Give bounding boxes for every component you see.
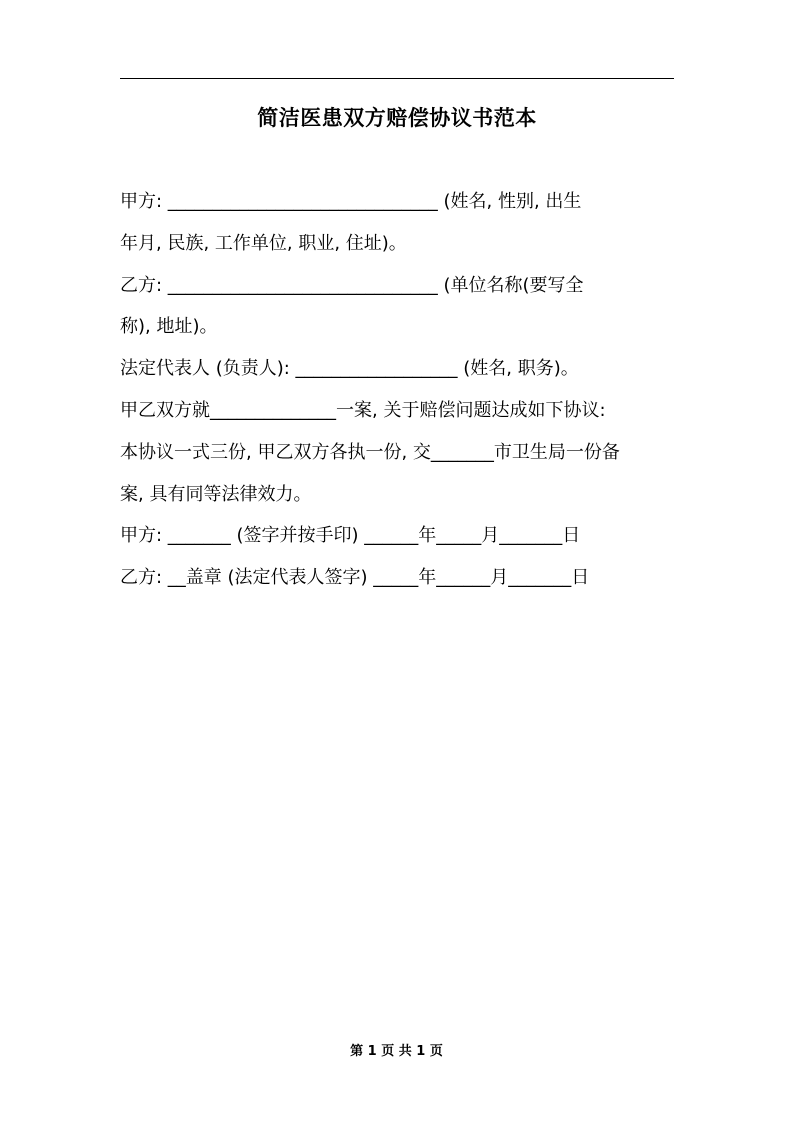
body-line: 年月, 民族, 工作单位, 职业, 住址)。 bbox=[120, 232, 407, 254]
body-line: 甲方: _______ (签字并按手印) ______年_____月_______日 bbox=[120, 525, 581, 547]
body-line: 乙方: ______________________________ (单位名称(要写全 bbox=[120, 274, 584, 296]
body-line: 案, 具有同等法律效力。 bbox=[120, 483, 312, 505]
body-line: 法定代表人 (负责人): __________________ (姓名, 职务)。 bbox=[120, 358, 579, 380]
body-line: 乙方: __盖章 (法定代表人签字) _____年______月_______日 bbox=[120, 567, 590, 589]
body-line: 称), 地址)。 bbox=[120, 316, 218, 338]
body-line: 甲方: ______________________________ (姓名, 性别, 出生 bbox=[120, 191, 582, 212]
body-line: 甲乙双方就______________一案, 关于赔偿问题达成如下协议: bbox=[120, 399, 606, 421]
page-number: 第 1 页 共 1 页 bbox=[350, 1044, 443, 1059]
body-line: 本协议一式三份, 甲乙双方各执一份, 交_______市卫生局一份备 bbox=[120, 441, 620, 463]
document-body bbox=[120, 181, 676, 599]
document-title: 简洁医患双方赔偿协议书范本 bbox=[257, 106, 537, 130]
header-rule bbox=[120, 78, 674, 79]
